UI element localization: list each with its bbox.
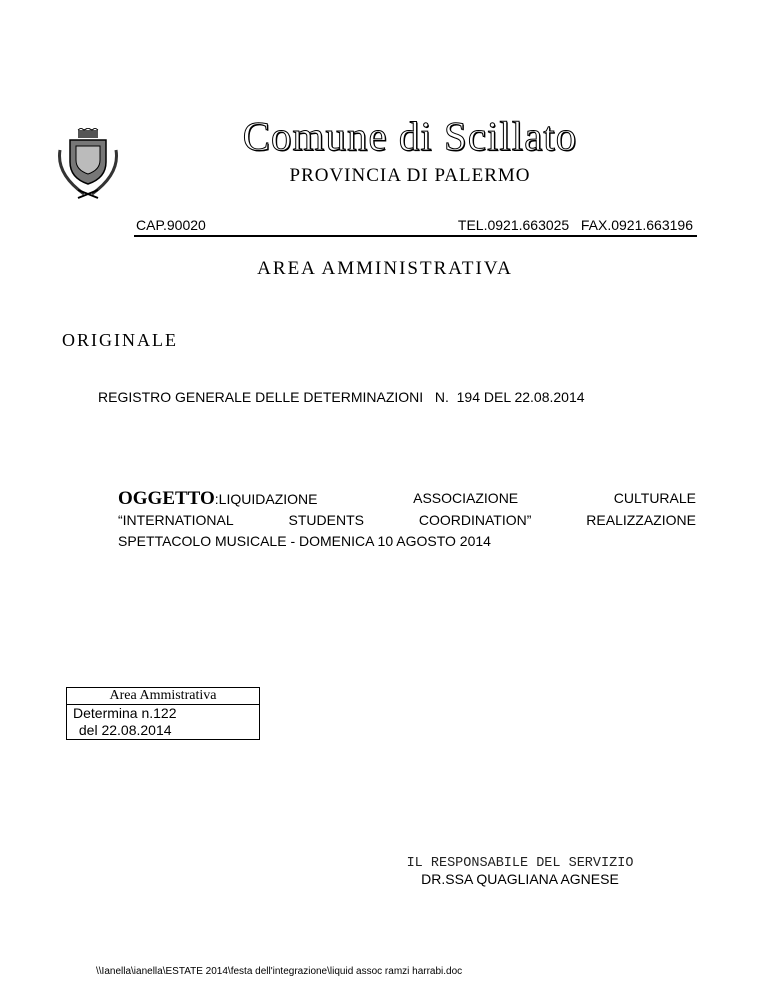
subject-word: “INTERNATIONAL [118, 512, 234, 528]
box-title: Area Ammistrativa [67, 688, 259, 705]
municipal-crest-icon [56, 128, 120, 200]
subject-line-2 [118, 510, 696, 531]
determina-box [66, 687, 260, 740]
subject-word: :LIQUIDAZIONE [214, 491, 318, 507]
subject-label: OGGETTO [118, 488, 215, 509]
tel-fax: TEL.0921.663025 FAX.0921.663196 [457, 217, 693, 233]
contact-line [134, 215, 697, 237]
area-title: AREA AMMINISTRATIVA [257, 258, 513, 279]
town-name: Comune di Scillato [242, 113, 578, 159]
subject-line-1 [118, 488, 696, 510]
postal-code: CAP.90020 [136, 217, 206, 233]
document-status: ORIGINALE [62, 330, 178, 350]
subject-word: ASSOCIAZIONE [413, 490, 519, 506]
determina-number: Determina n.122 [73, 705, 177, 721]
signatory-name: DR.SSA QUAGLIANA AGNESE [421, 871, 619, 887]
signatory-role: IL RESPONSABILE DEL SERVIZIO [406, 856, 634, 871]
footer-file-path: \\Ianella\ianella\ESTATE 2014\festa dell'integrazione\liquid assoc ramzi harrabi.doc [96, 966, 463, 977]
subject-word: STUDENTS [288, 512, 364, 528]
registro-line: REGISTRO GENERALE DELLE DETERMINAZIONI N. 194 DEL 22.08.2014 [98, 389, 585, 405]
subject-word: CULTURALE [613, 490, 696, 506]
province-name: PROVINCIA DI PALERMO [289, 165, 531, 186]
subject-line-3: SPETTACOLO MUSICALE - DOMENICA 10 AGOSTO 2014 [118, 533, 491, 549]
subject-block [118, 488, 696, 552]
determina-date: del 22.08.2014 [75, 722, 172, 738]
subject-word: REALIZZAZIONE [586, 512, 696, 528]
subject-word: COORDINATION” [418, 512, 532, 528]
